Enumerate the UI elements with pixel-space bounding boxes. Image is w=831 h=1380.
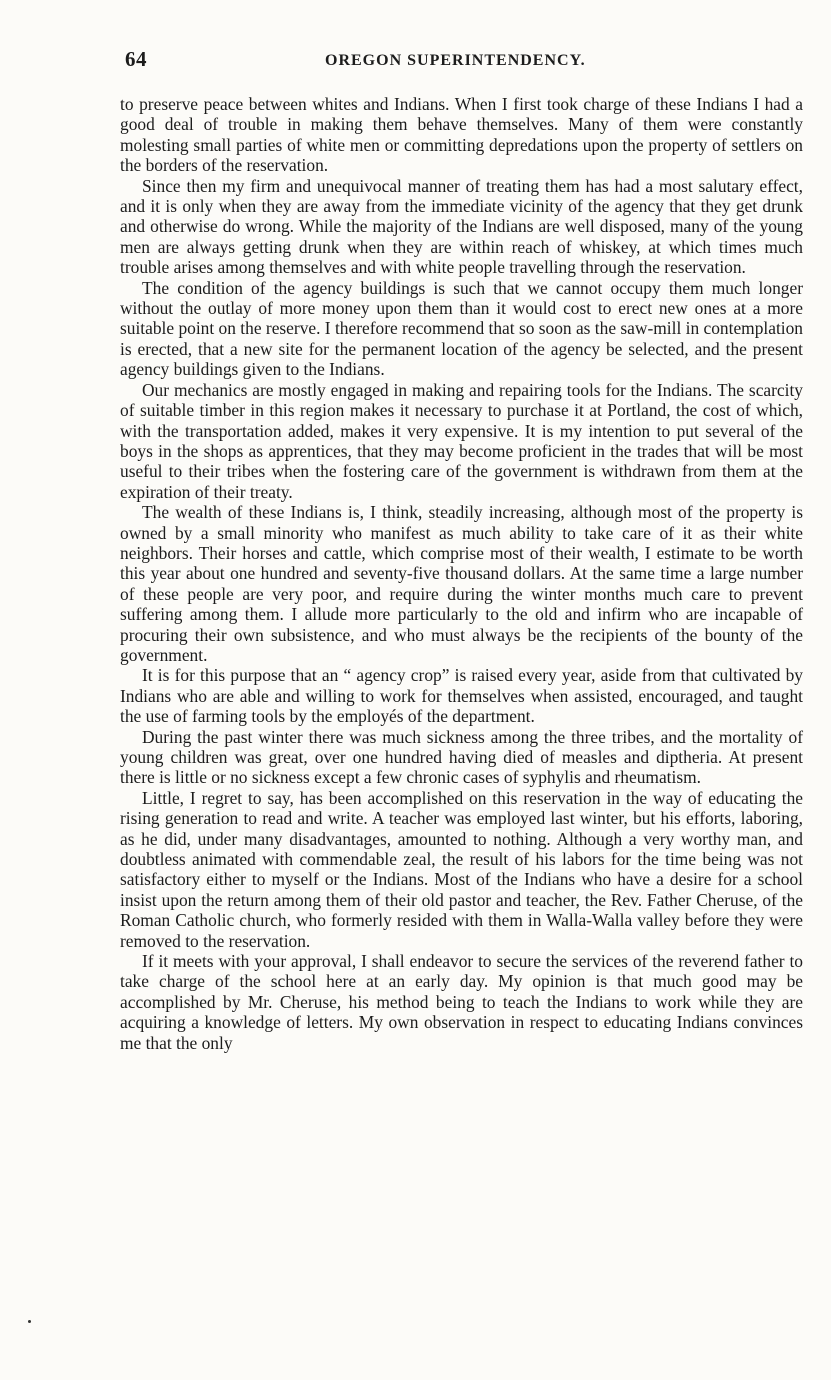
running-head: OREGON SUPERINTENDENCY. (325, 52, 586, 69)
paragraph-5: The wealth of these Indians is, I think, steadily increasing, although most of the property is owned by a small minority who manifest as much ability to take care of it as their white neighbors. Their horses and cattle, which comprise most of their wealth, I estimate to be worth this year about one hundred and seventy-five thousand dollars. At the same time a large number of these people are very poor, and require during the winter months much care to prevent suffering among them. I allude more particularly to the old and infirm who are incapable of procuring their own subsistence, and who must always be the recipients of the bounty of the government. (120, 502, 803, 665)
page-header (120, 47, 810, 73)
paragraph-4: Our mechanics are mostly engaged in making and repairing tools for the Indians. The scarcity of suitable timber in this region makes it necessary to purchase it at Portland, the cost of which, with the transportation added, makes it very expensive. It is my intention to put several of the boys in the shops as apprentices, that they may become proficient in the trades that will be most useful to their tribes when the fostering care of the government is withdrawn from them at the expiration of their treaty. (120, 379, 803, 502)
paragraph-7: During the past winter there was much sickness among the three tribes, and the mortality of young children was great, over one hundred having died of measles and diptheria. At present there is little or no sickness except a few chronic cases of syphylis and rheumatism. (120, 726, 803, 788)
paragraph-8: Little, I regret to say, has been accomplished on this reservation in the way of educating the rising generation to read and write. A teacher was employed last winter, but his efforts, laboring, as he did, under many disadvantages, amounted to nothing. Although a very worthy man, and doubtless animated with commendable zeal, the result of his labors for the time being was not satisfactory either to myself or the Indians. Most of the Indians who have a desire for a school insist upon the return among them of their old pastor and teacher, the Rev. Father Cheruse, of the Roman Catholic church, who formerly resided with them in Walla-Walla valley before they were removed to the reservation. (120, 787, 803, 951)
print-speck (28, 1320, 31, 1323)
paragraph-6: It is for this purpose that an “ agency crop” is raised every year, aside from that cultivated by Indians who are able and willing to work for themselves when assisted, encouraged, and taught the use of farming tools by the employés of the department. (120, 665, 803, 727)
body-text (120, 94, 803, 1053)
paragraph-3: The condition of the agency buildings is such that we cannot occupy them much longer without the outlay of more money upon them than it would cost to erect new ones at a more suitable point on the reserve. I therefore recommend that so soon as the saw-mill in contemplation is erected, that a new site for the permanent location of the agency be selected, and the present agency buildings given to the Indians. (120, 277, 803, 380)
page-number: 64 (125, 47, 147, 71)
paragraph-1: to preserve peace between whites and Indians. When I first took charge of these Indians I had a good deal of trouble in making them behave themselves. Many of them were constantly molesting small parties of white men or committing depredations upon the property of settlers on the borders of the reservation. (120, 94, 803, 176)
paragraph-9: If it meets with your approval, I shall endeavor to secure the services of the reverend father to take charge of the school here at an early day. My opinion is that much good may be accomplished by Mr. Cheruse, his method being to teach the Indians to work while they are acquiring a knowledge of letters. My own observation in respect to educating Indians convinces me that the only (120, 951, 803, 1053)
paragraph-2: Since then my firm and unequivocal manner of treating them has had a most salutary effect, and it is only when they are away from the immediate vicinity of the agency that they get drunk and otherwise do wrong. While the majority of the Indians are well disposed, many of the young men are always getting drunk when they are within reach of whiskey, at which times much trouble arises among themselves and with white people travelling through the reservation. (120, 175, 803, 278)
